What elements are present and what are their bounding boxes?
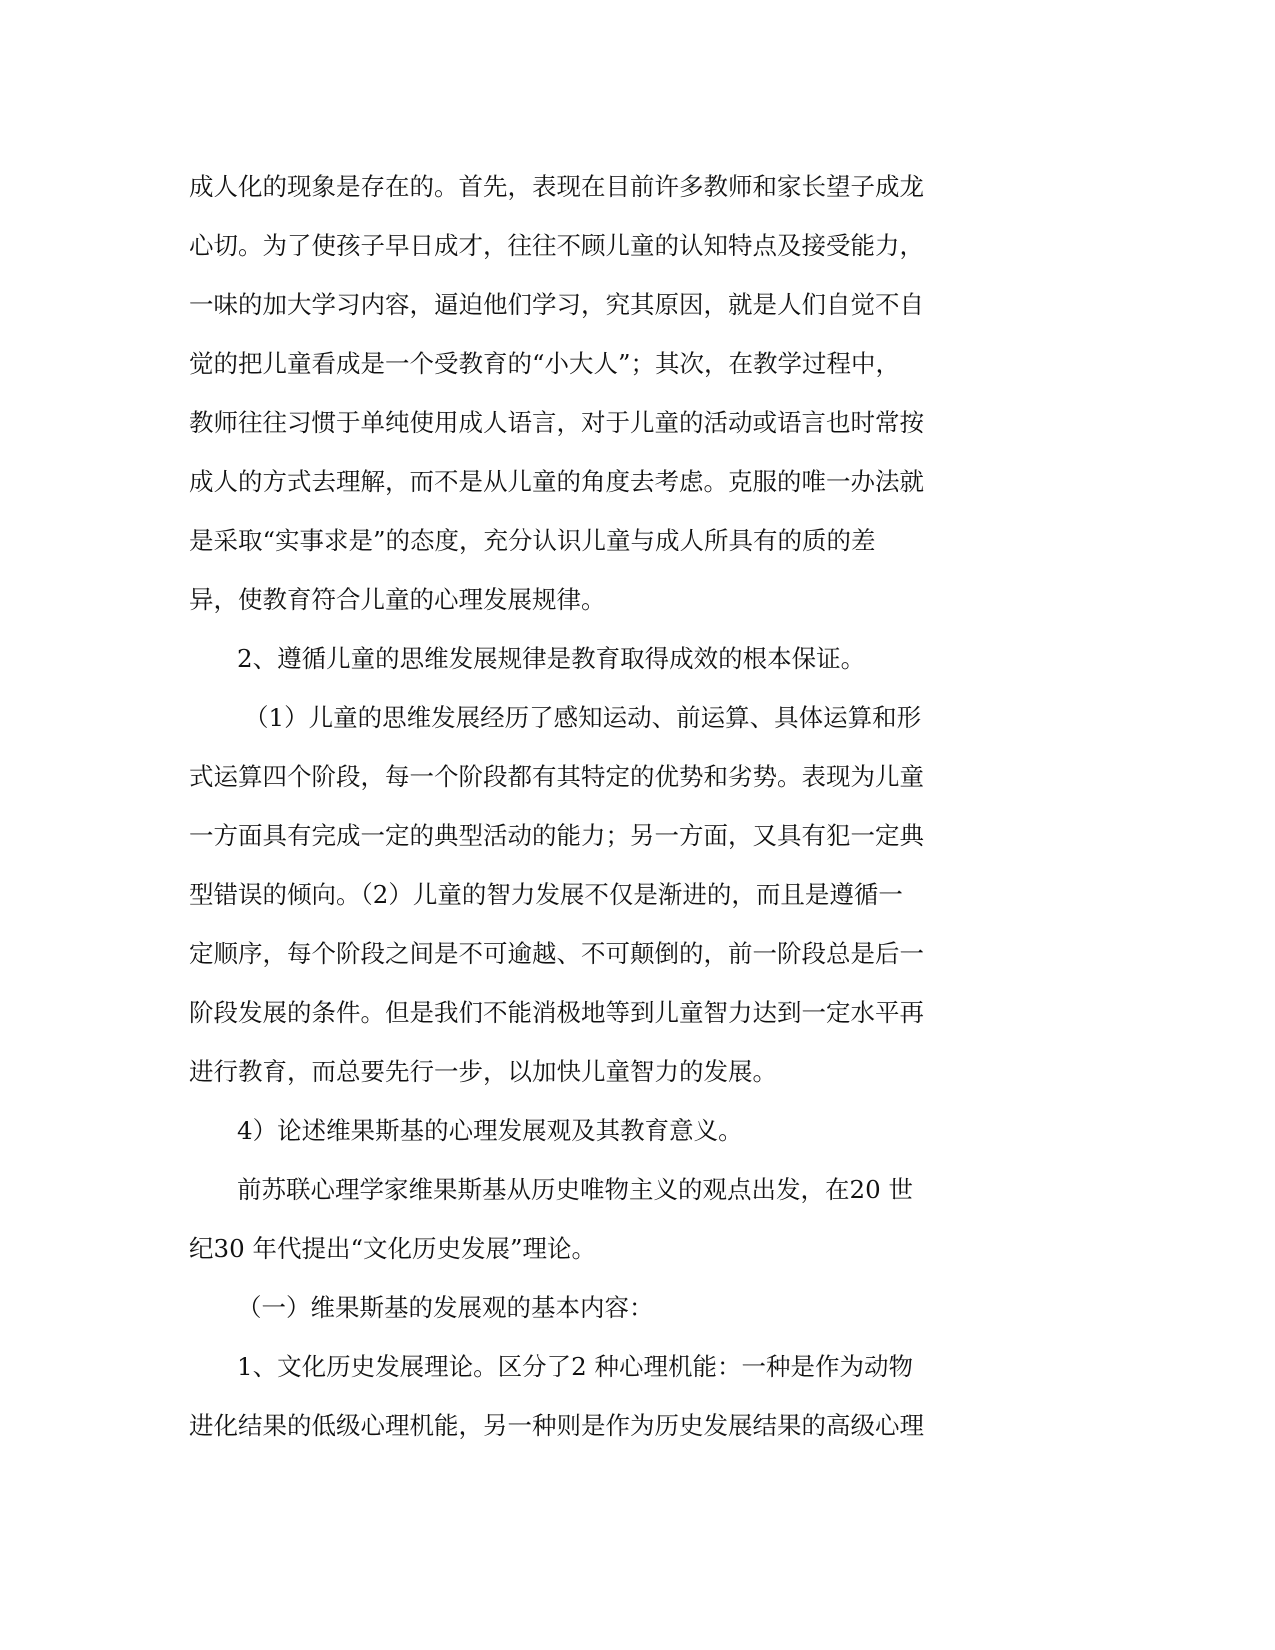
paragraph-line: 异，使教育符合儿童的心理发展规律。 [189,585,606,614]
paragraph-line: 定顺序，每个阶段之间是不可逾越、不可颠倒的，前一阶段总是后一 [189,939,924,968]
paragraph-line: 一方面具有完成一定的典型活动的能力；另一方面，又具有犯一定典 [189,821,924,850]
paragraph-line: 心切。为了使孩子早日成才，往往不顾儿童的认知特点及接受能力， [189,231,924,260]
paragraph-line: 进化结果的低级心理机能，另一种则是作为历史发展结果的高级心理 [189,1411,924,1440]
paragraph-line: 前苏联心理学家维果斯基从历史唯物主义的观点出发，在20 世 [237,1175,913,1204]
paragraph-line: 成人的方式去理解，而不是从儿童的角度去考虑。克服的唯一办法就 [189,467,924,496]
paragraph-line: （1）儿童的思维发展经历了感知运动、前运算、具体运算和形 [244,703,922,732]
paragraph-line: 成人化的现象是存在的。首先，表现在目前许多教师和家长望子成龙 [189,172,924,201]
paragraph-line: 一味的加大学习内容，逼迫他们学习，究其原因，就是人们自觉不自 [189,290,924,319]
paragraph-line: 纪30 年代提出“文化历史发展”理论。 [189,1234,597,1263]
paragraph-line: 是采取“实事求是”的态度，充分认识儿童与成人所具有的质的差 [189,526,876,555]
paragraph-line: 式运算四个阶段，每一个阶段都有其特定的优势和劣势。表现为儿童 [189,762,924,791]
section-heading: 4）论述维果斯基的心理发展观及其教育意义。 [237,1116,743,1145]
paragraph-line: 型错误的倾向。（2）儿童的智力发展不仅是渐进的，而且是遵循一 [189,880,903,909]
section-heading: （一）维果斯基的发展观的基本内容： [237,1293,654,1322]
paragraph-line: 教师往往习惯于单纯使用成人语言，对于儿童的活动或语言也时常按 [189,408,924,437]
paragraph-line: 1、文化历史发展理论。区分了2 种心理机能：一种是作为动物 [237,1352,913,1381]
paragraph-line: 觉的把儿童看成是一个受教育的“小大人”；其次，在教学过程中， [189,349,901,378]
section-heading: 2、遵循儿童的思维发展规律是教育取得成效的根本保证。 [237,644,866,673]
paragraph-line: 进行教育，而总要先行一步，以加快儿童智力的发展。 [189,1057,777,1086]
paragraph-line: 阶段发展的条件。但是我们不能消极地等到儿童智力达到一定水平再 [189,998,924,1027]
